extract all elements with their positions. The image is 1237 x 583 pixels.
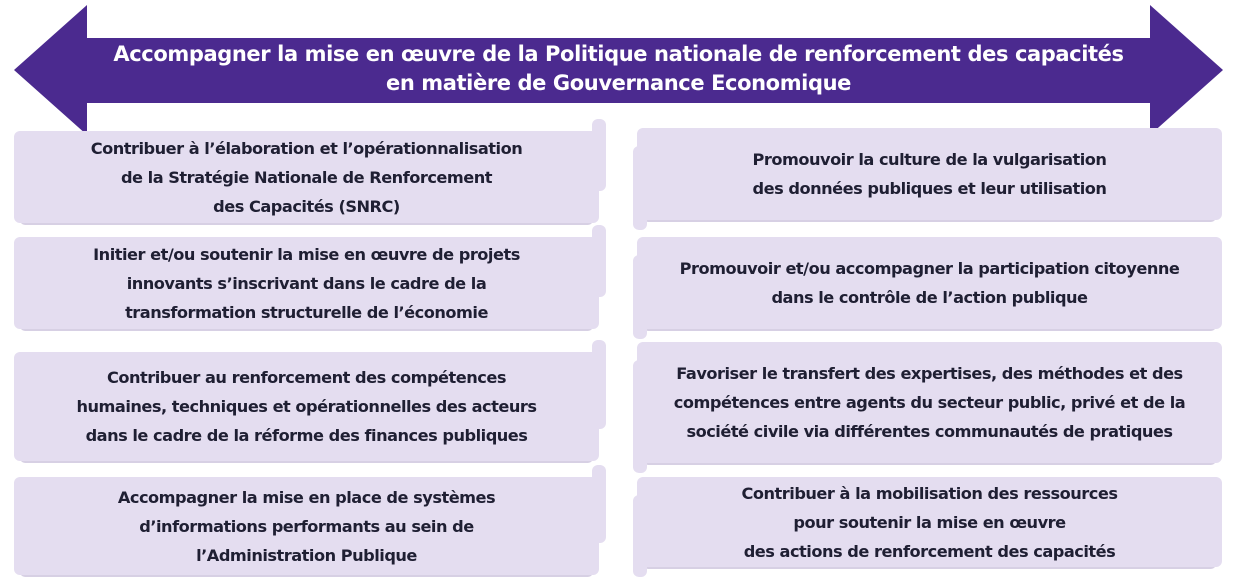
right-objective-card: [637, 237, 1222, 329]
objective-text-line: dans le contrôle de l’action publique: [771, 288, 1088, 307]
banner-title: [60, 40, 1177, 98]
objective-text-line: dans le cadre de la réforme des finances publiques: [85, 426, 528, 445]
objective-text-line: des données publiques et leur utilisation: [752, 179, 1107, 198]
objective-text-line: Promouvoir et/ou accompagner la participation citoyenne: [679, 259, 1180, 278]
objective-text-line: société civile via différentes communautés de pratiques: [686, 422, 1173, 441]
right-objective-card: [637, 477, 1222, 567]
objective-text-line: l’Administration Publique: [196, 545, 417, 565]
objective-text-line: Favoriser le transfert des expertises, des méthodes et des: [676, 364, 1183, 383]
objective-text-line: Accompagner la mise en place de systèmes: [117, 487, 496, 507]
objective-text-line: pour soutenir la mise en œuvre: [793, 512, 1066, 532]
left-objective-card: [14, 237, 599, 329]
right-objective-card: [637, 342, 1222, 463]
objective-text-line: innovants s’inscrivant dans le cadre de la: [126, 273, 487, 293]
objective-text-line: de la Stratégie Nationale de Renforcement: [120, 167, 493, 187]
banner-line-1: Accompagner la mise en œuvre de la Politique nationale de renforcement des capacités: [113, 42, 1124, 66]
objective-text-line: des Capacités (SNRC): [213, 196, 400, 216]
objective-text-line: Contribuer à l’élaboration et l’opérationnalisation: [90, 138, 523, 158]
objective-text-line: Initier et/ou soutenir la mise en œuvre de projets: [93, 244, 520, 264]
left-objective-card: [14, 477, 599, 575]
objective-text-line: transformation structurelle de l’économie: [125, 302, 488, 322]
objective-text-line: Contribuer à la mobilisation des ressources: [741, 483, 1118, 503]
right-objective-card: [637, 128, 1222, 220]
objective-text-line: Promouvoir la culture de la vulgarisation: [752, 150, 1107, 169]
objective-text-line: d’informations performants au sein de: [139, 516, 474, 536]
objective-text-line: humaines, techniques et opérationnelles des acteurs: [76, 397, 537, 416]
banner-line-2: en matière de Gouvernance Economique: [385, 71, 851, 95]
objective-text-line: compétences entre agents du secteur public, privé et de la: [673, 393, 1186, 412]
objective-text-line: Contribuer au renforcement des compétences: [107, 368, 506, 387]
left-objective-card: [14, 352, 599, 461]
objective-text-line: des actions de renforcement des capacités: [743, 541, 1116, 561]
left-objective-card: [14, 131, 599, 223]
